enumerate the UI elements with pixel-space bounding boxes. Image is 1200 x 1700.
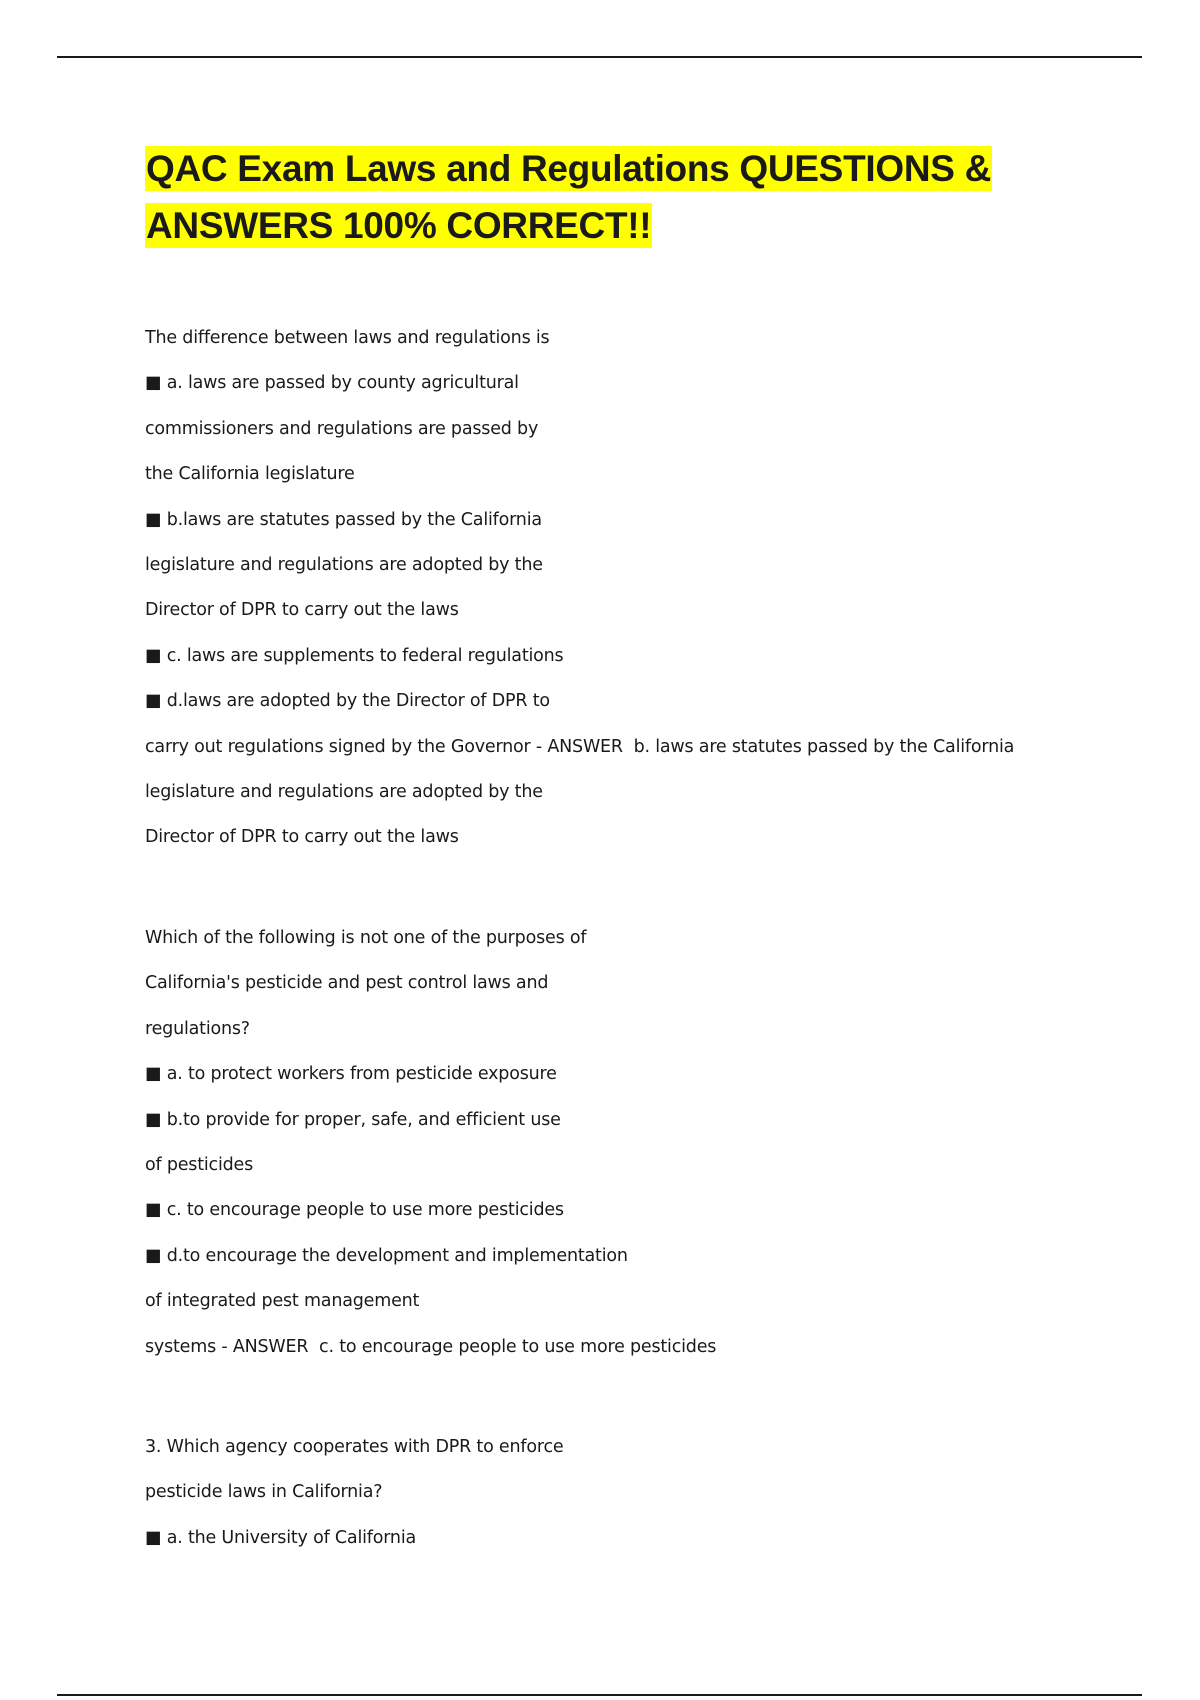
title-line-2: ANSWERS 100% CORRECT!! (146, 205, 652, 246)
question-3 (145, 1425, 1105, 1561)
question-1 (145, 316, 1105, 861)
answer-line: carry out regulations signed by the Governor - ANSWER b. laws are statutes passed by the California (145, 736, 1015, 757)
option-a: ■ a. laws are passed by county agricultural (145, 373, 519, 394)
option-d: ■ d.laws are adopted by the Director of DPR to (145, 691, 550, 712)
question-text-cont: regulations? (145, 1018, 250, 1039)
option-b-cont: legislature and regulations are adopted by the (145, 555, 543, 576)
document-title (145, 140, 1105, 254)
option-c: ■ c. laws are supplements to federal regulations (145, 645, 564, 666)
question-text: 3. Which agency cooperates with DPR to enforce (145, 1436, 564, 1457)
document-body (145, 140, 1105, 1561)
question-text: Which of the following is not one of the purposes of (145, 927, 587, 948)
question-text: The difference between laws and regulations is (145, 328, 550, 348)
option-b: ■ b.laws are statutes passed by the California (145, 509, 542, 530)
option-a-cont: the California legislature (145, 464, 355, 485)
option-a-cont: commissioners and regulations are passed by (145, 418, 539, 439)
answer-cont: legislature and regulations are adopted by the (145, 782, 543, 803)
option-a: ■ a. to protect workers from pesticide exposure (145, 1064, 557, 1085)
option-a: ■ a. the University of California (145, 1527, 416, 1548)
answer-cont: Director of DPR to carry out the laws (145, 827, 459, 848)
question-2 (145, 916, 1105, 1370)
option-b-cont: of pesticides (145, 1154, 254, 1175)
option-d: ■ d.to encourage the development and implementation (145, 1245, 628, 1266)
top-rule (57, 56, 1142, 58)
title-line-1: QAC Exam Laws and Regulations QUESTIONS & (146, 148, 992, 189)
answer-line: systems - ANSWER c. to encourage people to use more pesticides (145, 1336, 717, 1357)
option-b-cont: Director of DPR to carry out the laws (145, 600, 459, 621)
option-b: ■ b.to provide for proper, safe, and efficient use (145, 1109, 561, 1130)
option-c: ■ c. to encourage people to use more pesticides (145, 1200, 564, 1221)
option-d-cont: of integrated pest management (145, 1291, 420, 1312)
question-text-cont: California's pesticide and pest control laws and (145, 973, 549, 994)
bottom-rule (57, 1694, 1142, 1696)
question-text-cont: pesticide laws in California? (145, 1482, 383, 1503)
